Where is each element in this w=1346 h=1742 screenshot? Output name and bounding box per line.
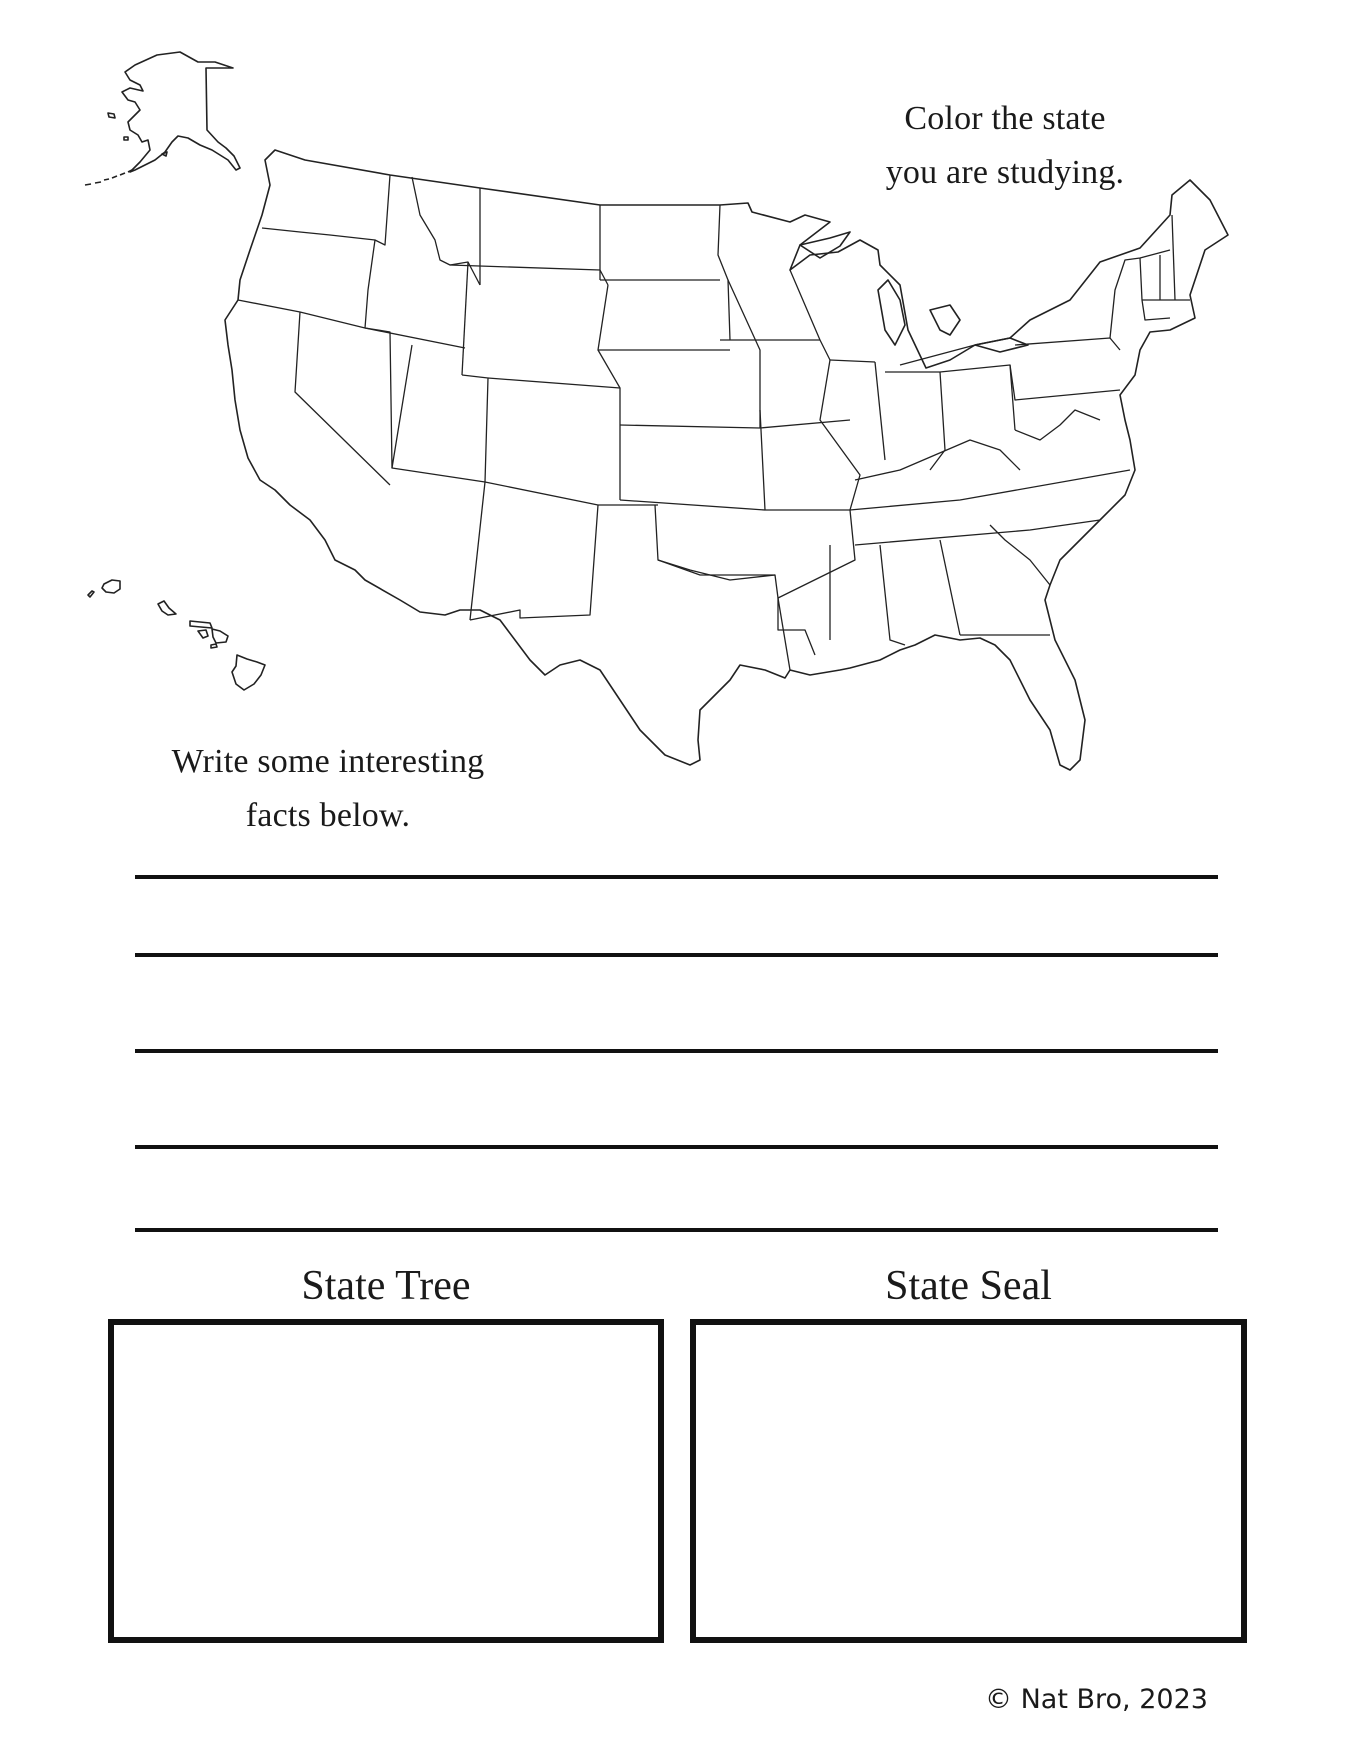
alaska-outline [85,52,240,185]
state-tree-label: State Tree [301,1263,471,1309]
state-seal-label: State Seal [885,1263,1052,1309]
hawaii-outline [88,580,265,690]
writing-line-2[interactable] [135,953,1218,957]
facts-instruction-line-1: Write some interesting [171,743,485,780]
facts-instruction [118,735,538,843]
map-instruction-line-2: you are studying. [885,154,1125,191]
writing-line-1[interactable] [135,875,1218,879]
map-instruction [840,92,1170,200]
facts-instruction-line-2: facts below. [245,797,411,834]
writing-line-5[interactable] [135,1228,1218,1232]
writing-line-3[interactable] [135,1049,1218,1053]
state-tree-drawing-box[interactable] [108,1319,664,1643]
map-instruction-line-1: Color the state [904,100,1106,137]
state-seal-drawing-box[interactable] [690,1319,1247,1643]
mainland-outline [225,150,1228,770]
copyright-footer: © Nat Bro, 2023 [985,1684,1208,1715]
writing-line-4[interactable] [135,1145,1218,1149]
